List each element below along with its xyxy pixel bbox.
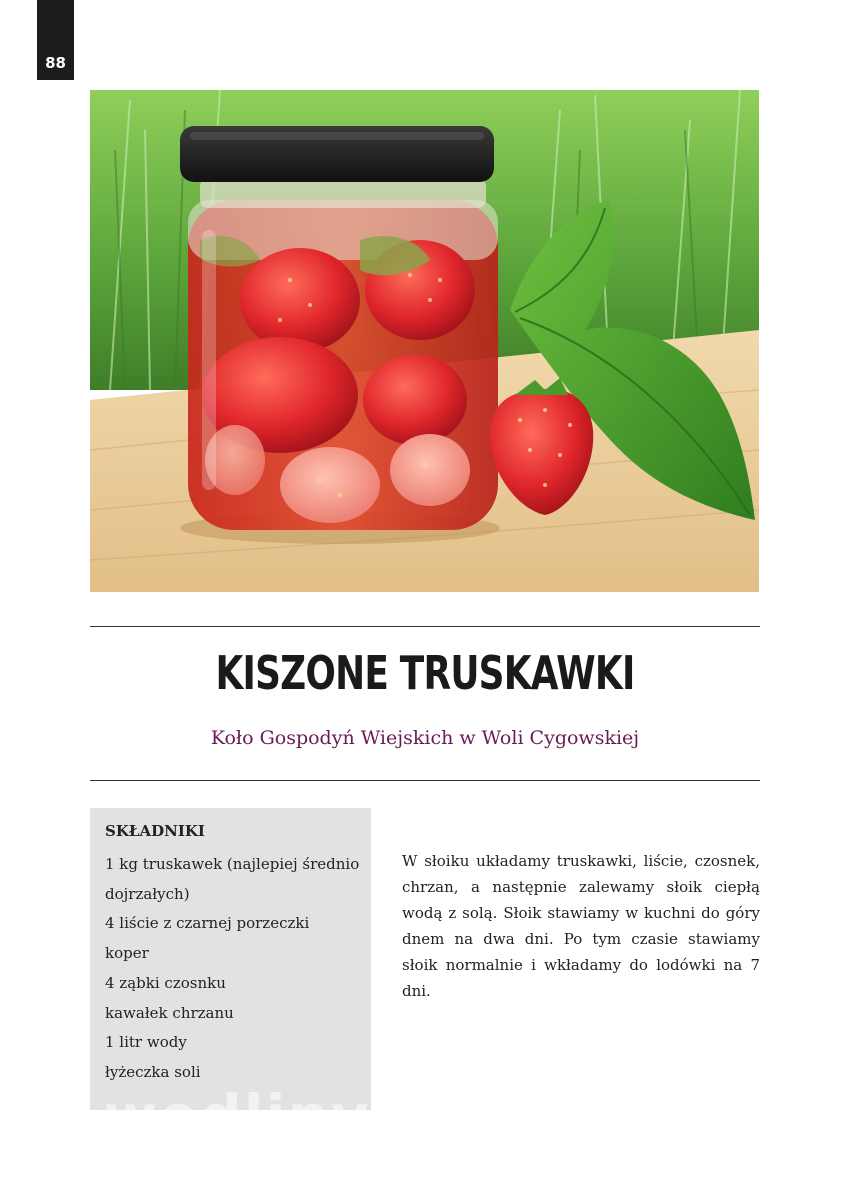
ingredient-item: 4 liście z czarnej porzeczki [105, 914, 310, 933]
title-rule-top [90, 626, 760, 627]
recipe-photo [90, 90, 759, 592]
method-text: W słoiku układamy truskawki, liście, czosnek, chrzan, a następnie zalewamy słoik ciepłą wodą z solą. Słoik stawiamy w kuchni do góry dnem na dwa dni. Po tym czasie stawiamy słoik normalnie i wkładamy do lodówki na 7 dni. [402, 852, 760, 1000]
ingredient-item: łyżeczka soli [105, 1062, 201, 1081]
recipe-author: Koło Gospodyń Wiejskich w Woli Cygowskiej [210, 727, 640, 749]
watermark: wedlinydomowe.pl [103, 1082, 747, 1150]
recipe-title: KISZONE TRUSKAWKI [215, 646, 635, 700]
title-rule-bottom [90, 780, 760, 781]
ingredients-heading: SKŁADNIKI [105, 822, 205, 840]
ingredient-item: koper [105, 944, 149, 963]
page-number-tab [37, 0, 74, 80]
ingredients-box [90, 808, 371, 1110]
ingredient-item: 1 litr wody [105, 1033, 187, 1052]
page-number: 88 [45, 54, 66, 72]
ingredients-list [105, 850, 365, 1088]
ingredient-item: dojrzałych) [105, 884, 190, 903]
ingredient-item: kawałek chrzanu [105, 1003, 234, 1022]
ingredient-item: 4 ząbki czosnku [105, 973, 226, 992]
jar-of-pickled-strawberries-image [90, 90, 759, 592]
ingredient-item: 1 kg truskawek (najlepiej średnio [105, 855, 360, 873]
